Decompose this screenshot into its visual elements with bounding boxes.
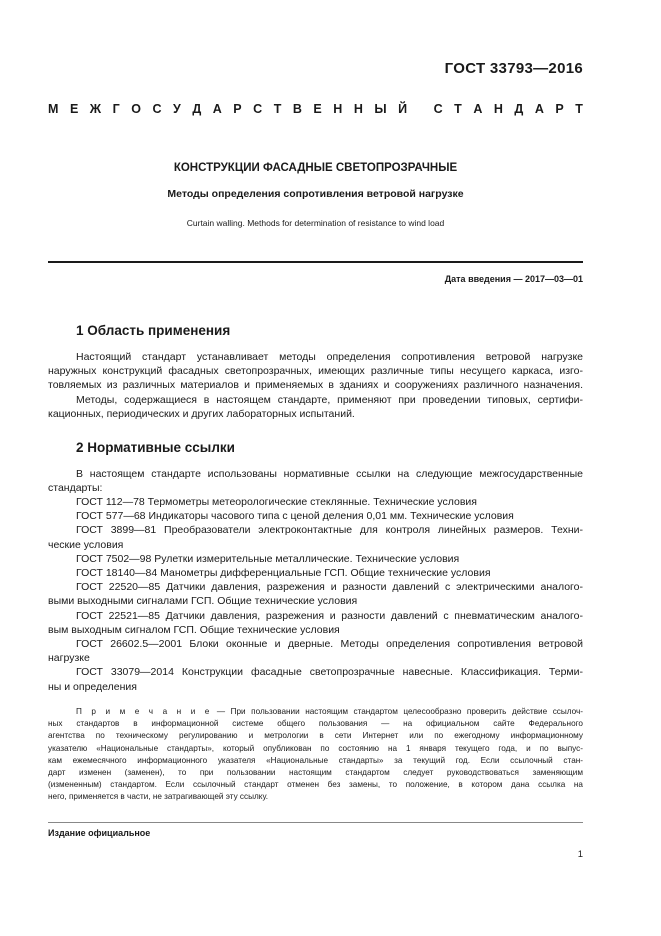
banner-letter: Д: [192, 102, 202, 116]
banner-letter: А: [212, 102, 222, 116]
document-title: КОНСТРУКЦИИ ФАСАДНЫЕ СВЕТОПРОЗРАЧНЫЕ: [173, 162, 458, 174]
banner-letter: У: [173, 102, 181, 116]
reference-item: ГОСТ 26602.5—2001 Блоки оконные и дверные. Методы определения сопротивления ветровой: [76, 638, 583, 651]
reference-item: ГОСТ 22520—85 Датчики давления, разрежения и разности давлений с электрическими аналого-: [76, 581, 583, 594]
banner-letter: М: [48, 102, 59, 116]
note-line: кам ежемесячного информационного указателя «Национальные стандарты» за текущий год. Если ссылочный стан-: [48, 755, 583, 765]
note-text: — При пользовании настоящим стандартом целесообразно проверить действие ссылоч-: [211, 707, 584, 716]
banner-letter: С: [433, 102, 443, 116]
reference-item: ГОСТ 22521—85 Датчики давления, разрежения и разности давлений с пневматическим аналого-: [76, 609, 583, 622]
section-2-heading: 2 Нормативные ссылки: [76, 440, 235, 455]
document-subtitle: Методы определения сопротивления ветровой нагрузке: [167, 188, 464, 200]
page-number: 1: [577, 849, 583, 860]
note-first-line: [48, 706, 583, 718]
interstate-standard-banner: [48, 102, 583, 116]
reference-item-continuation: ческие условия: [48, 538, 124, 551]
banner-letter: А: [473, 102, 483, 116]
banner-letter: Ж: [89, 102, 102, 116]
reference-item: ГОСТ 112—78 Термометры метеорологические стеклянные. Технические условия: [76, 496, 477, 508]
text-line: наружных конструкций фасадных светопрозрачных, имеющих различные типы несущего каркаса, изго-: [48, 365, 583, 378]
reference-item: ГОСТ 7502—98 Рулетки измерительные металлические. Технические условия: [76, 552, 460, 565]
note-line: указателю «Национальные стандарты», который опубликован по состоянию на 1 января текущего года, и по выпус-: [48, 743, 583, 753]
reference-item: ГОСТ 33079—2014 Конструкции фасадные светопрозрачные навесные. Классификация. Терми-: [76, 666, 583, 679]
banner-letter: Т: [273, 102, 282, 116]
section-2-intro: [48, 467, 583, 495]
normative-references-list: [48, 495, 583, 694]
reference-item: ГОСТ 577—68 Индикаторы часового типа с ценой деления 0,01 мм. Технические условия: [76, 510, 514, 523]
note-line: (измененным) стандартом. Если ссылочный стандарт отменен без замены, то положение, в котором дана ссылка на: [48, 780, 583, 790]
reference-item-continuation: вым выходным сигналом ГСП. Общие технические условия: [48, 623, 340, 636]
banner-letter: Й: [398, 102, 408, 116]
banner-letter: Н: [353, 102, 363, 116]
footer-divider: [48, 822, 583, 823]
text-line: Настоящий стандарт устанавливает методы определения сопротивления ветровой нагрузке: [76, 351, 583, 363]
text-line: стандарты:: [48, 482, 103, 495]
reference-item-continuation: ны и определения: [48, 680, 137, 693]
section-1-heading: 1 Область применения: [76, 323, 231, 338]
text-line: В настоящем стандарте использованы нормативные ссылки на следующие межгосударственные: [76, 468, 583, 480]
note-line: агентства по техническому регулированию и метрологии в сети Интернет или по ежегодному информационному: [48, 731, 583, 741]
gost-code: ГОСТ 33793—2016: [444, 60, 583, 77]
banner-letter: Р: [233, 102, 242, 116]
banner-letter: [419, 102, 422, 116]
banner-letter: С: [152, 102, 162, 116]
note-label: П р и м е ч а н и е: [76, 707, 212, 716]
banner-letter: Н: [493, 102, 503, 116]
text-line: товляемых из различных материалов и применяемых в зданиях и сооружениях различного назначения.: [48, 379, 583, 392]
banner-letter: Т: [575, 102, 583, 116]
reference-item-continuation: нагрузке: [48, 652, 90, 665]
banner-letter: Е: [313, 102, 322, 116]
section-1-paragraph-1: [48, 350, 583, 393]
note-line: него, применяется в части, не затрагивающей эту ссылку.: [48, 792, 269, 802]
banner-letter: В: [292, 102, 302, 116]
section-1-paragraph-2: [48, 393, 583, 421]
banner-letter: О: [131, 102, 141, 116]
note-line: ных стандартов в информационной системе общего пользования — на официальном сайте Федерального: [48, 719, 583, 729]
note-line: дарт изменен (заменен), то при пользовании настоящим стандартом следует руководствоваться заменяющим: [48, 768, 583, 778]
introduction-date: Дата введения — 2017—03—01: [444, 274, 583, 284]
text-line: Методы, содержащиеся в настоящем стандарте, применяют при проведении типовых, сертифи-: [76, 394, 583, 406]
banner-letter: Ы: [374, 102, 387, 116]
banner-letter: Р: [555, 102, 564, 116]
english-title: Curtain walling. Methods for determination of resistance to wind load: [186, 218, 445, 228]
official-edition-label: Издание официальное: [48, 828, 151, 838]
text-line: кационных, периодических и других лабораторных испытаний.: [48, 408, 355, 421]
banner-letter: Г: [112, 102, 120, 116]
banner-letter: Д: [514, 102, 524, 116]
reference-item: ГОСТ 3899—81 Преобразователи электроконтактные для контроля линейных размеров. Техни-: [76, 524, 583, 537]
banner-letter: Е: [69, 102, 79, 116]
note-block: [48, 706, 583, 804]
banner-letter: А: [534, 102, 544, 116]
reference-item: ГОСТ 18140—84 Манометры дифференциальные ГСП. Общие технические условия: [76, 567, 491, 580]
reference-item-continuation: выми выходными сигналами ГСП. Общие технические условия: [48, 595, 358, 608]
banner-letter: Т: [454, 102, 462, 116]
banner-letter: С: [253, 102, 263, 116]
banner-letter: Н: [333, 102, 343, 116]
header-divider: [48, 261, 583, 263]
